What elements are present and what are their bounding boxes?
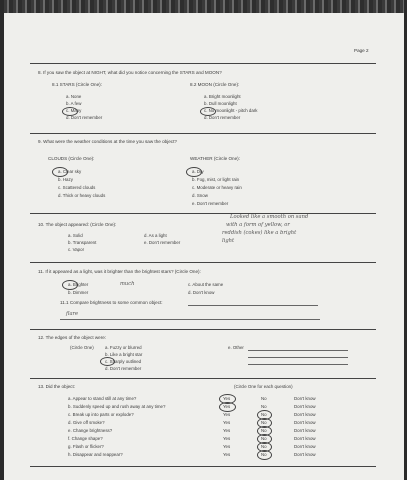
q13-yes: Yes (223, 412, 231, 417)
q13-no: No (261, 396, 267, 401)
divider (30, 378, 376, 379)
q13-dont-know: Don't know (294, 412, 316, 417)
answer-line (248, 364, 348, 365)
q13-question: g. Flash or flicker? (68, 444, 104, 449)
handwritten-note: flare (66, 311, 79, 317)
divider (30, 63, 376, 64)
q12-circle-one: (Circle One) (70, 345, 94, 350)
q9-title: 9. What were the weather conditions at the time you saw the object? (38, 139, 177, 144)
divider (30, 133, 376, 134)
q11-title: 11. If it appeared as a light, was it brighter than the brightest stars? (Circle One): (38, 269, 201, 274)
q12-title: 12. The edges of the object were: (38, 335, 107, 340)
answer-circle (100, 357, 115, 366)
q10-option: a. Solid (68, 233, 83, 238)
handwritten-note: with a form of yellow, or (226, 222, 290, 228)
q9-clouds-option: d. Thick or heavy clouds (58, 193, 106, 198)
answer-circle (62, 107, 78, 116)
q13-question: b. Suddenly speed up and rush away at any time? (68, 404, 166, 409)
q9-weather-option: e. Don't remember (192, 201, 229, 206)
q8-moon-option: b. Dull moonlight (204, 101, 237, 106)
q11-option: b. Dimmer (68, 290, 89, 295)
q9-clouds-option: c. Scattered clouds (58, 185, 96, 190)
q13-question: a. Appear to stand still at any time? (68, 396, 137, 401)
q12-option: c. Sharply outlined (105, 359, 142, 364)
q9-weather-option: b. Fog, mist, or light rain (192, 177, 240, 182)
q13-dont-know: Don't know (294, 428, 316, 433)
answer-circle (257, 450, 272, 460)
q13-yes: Yes (223, 428, 231, 433)
q12-option: b. Like a bright star (105, 352, 143, 357)
q8-stars-option: c. Many (66, 108, 82, 113)
q8-title: 8. If you saw the object at NIGHT, what did you notice concerning the STARS and MOON? (38, 70, 222, 75)
q9-clouds-heading: CLOUDS (Circle One): (48, 156, 95, 161)
answer-line (248, 357, 348, 358)
q13-no: No (261, 428, 267, 433)
q13-dont-know: Don't know (294, 444, 316, 449)
q13-yes: Yes (223, 452, 231, 457)
q13-no: No (261, 444, 267, 449)
answer-circle (219, 402, 236, 412)
q8-stars-heading: 8.1 STARS (Circle One): (52, 82, 102, 87)
q13-dont-know: Don't know (294, 404, 316, 409)
answer-circle (186, 167, 202, 177)
q13-yes: Yes (223, 396, 231, 401)
q9-clouds-option: b. Hazy (58, 177, 73, 182)
q10-option: d. As a light (144, 233, 167, 238)
q8-moon-option: d. Don't remember (204, 115, 241, 120)
answer-line (60, 319, 320, 320)
divider (30, 213, 376, 214)
divider (30, 466, 376, 467)
answer-circle (62, 280, 78, 290)
q13-yes: Yes (223, 444, 231, 449)
q13-dont-know: Don't know (294, 452, 316, 457)
handwritten-note: light (222, 238, 235, 244)
q13-no: No (261, 436, 267, 441)
q9-weather-option: a. Dry (192, 169, 204, 174)
q13-question: e. Change brightness? (68, 428, 113, 433)
q11-option: d. Don't know (188, 290, 215, 295)
q8-moon-option: a. Bright moonlight (204, 94, 241, 99)
answer-line (248, 350, 348, 351)
handwritten-note: Looked like a smooth on sand (230, 214, 309, 220)
q12-other: e. Other (228, 345, 244, 350)
q11-sub-prompt: 11.1 Compare brightness to some common object: (60, 300, 163, 305)
q8-moon-option: c. No moonlight - pitch dark (204, 108, 258, 113)
q9-weather-option: c. Moderate or heavy rain (192, 185, 242, 190)
page-number: Page 2 (354, 48, 369, 53)
q13-question: c. Break up into parts or explode? (68, 412, 134, 417)
q10-option: c. Vapor (68, 247, 85, 252)
q13-yes: Yes (223, 420, 231, 425)
divider (30, 262, 376, 263)
q13-no: No (261, 404, 267, 409)
q8-stars-option: a. None (66, 94, 82, 99)
q13-dont-know: Don't know (294, 420, 316, 425)
q8-stars-option: b. A few (66, 101, 82, 106)
q13-no: No (261, 452, 267, 457)
q9-weather-heading: WEATHER (Circle One): (190, 156, 240, 161)
answer-line (188, 305, 318, 306)
q10-option: e. Don't remember (144, 240, 181, 245)
q10-title: 10. The object appeared: (Circle One): (38, 222, 117, 227)
q13-dont-know: Don't know (294, 436, 316, 441)
q13-no: No (261, 412, 267, 417)
q13-question: f. Change shape? (68, 436, 103, 441)
q8-moon-heading: 8.2 MOON (Circle One): (190, 82, 240, 87)
q11-option: c. About the same (188, 282, 224, 287)
q8-stars-option: d. Don't remember (66, 115, 103, 120)
q11-option: a. Brighter (68, 282, 89, 287)
divider (30, 329, 376, 330)
q13-yes: Yes (223, 404, 231, 409)
scan-edge-strip (4, 0, 404, 13)
q13-instruction: (Circle One for each question) (234, 384, 293, 389)
handwritten-note: much (120, 281, 135, 287)
q13-title: 13. Did the object: (38, 384, 76, 389)
q12-option: a. Fuzzy or blurred (105, 345, 142, 350)
q9-weather-option: d. Snow (192, 193, 208, 198)
q9-clouds-option: a. Clear sky (58, 169, 82, 174)
q13-question: d. Give off smoke? (68, 420, 105, 425)
form-page (4, 0, 404, 480)
answer-circle (52, 167, 68, 177)
answer-circle (200, 107, 216, 116)
q13-yes: Yes (223, 436, 231, 441)
handwritten-note: reddish (cokes) like a bright (222, 230, 297, 236)
q10-option: b. Transparent (68, 240, 97, 245)
q13-dont-know: Don't know (294, 396, 316, 401)
q13-question: h. Disappear and reappear? (68, 452, 123, 457)
q13-no: No (261, 420, 267, 425)
q12-option: d. Don't remember (105, 366, 142, 371)
